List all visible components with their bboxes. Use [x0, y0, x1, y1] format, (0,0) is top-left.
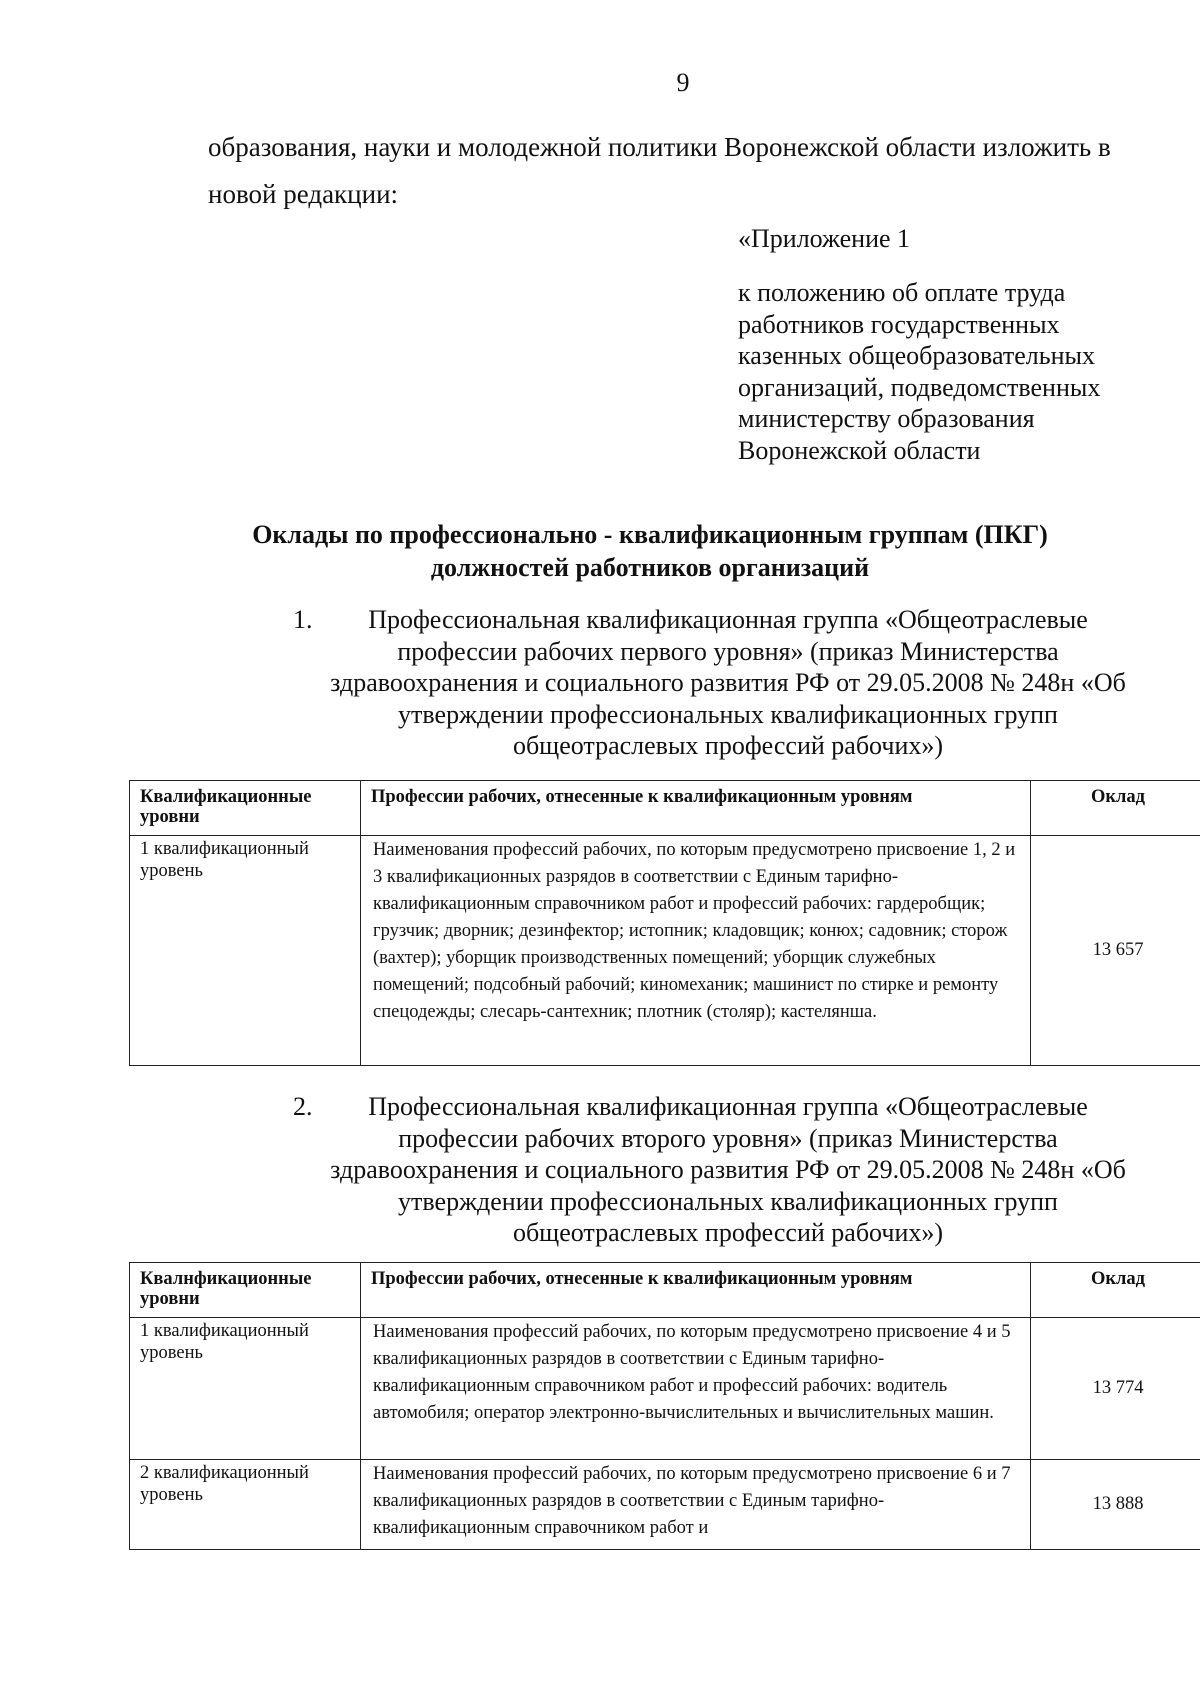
salary-cell: 13 888	[1031, 1460, 1200, 1550]
appendix-title: «Приложение 1	[738, 224, 911, 253]
salary-cell: 13 774	[1031, 1318, 1200, 1460]
header-levels: Квалнфикационные уровни	[130, 1263, 361, 1318]
appendix-subtitle: к положению об оплате труда работников государственных казенных общеобразовательных организаций, подведомственных министерству образования Воронежской области	[738, 278, 1101, 465]
group-1-title	[280, 604, 1140, 762]
table-row	[130, 1460, 1200, 1550]
heading-line-2: должностей работников организаций	[430, 553, 870, 582]
table-header-row	[130, 781, 1200, 836]
level-cell: 2 квалификационный уровень	[130, 1460, 361, 1550]
page-number: 9	[676, 68, 690, 97]
level-cell: 1 квалификационный уровень	[130, 836, 361, 1066]
description-cell: Наименования профессий рабочих, по которым предусмотрено присвоение 1, 2 и 3 квалификационных разрядов в соответствии с Единым тарифно-квалификационным справочником работ и профессий рабочих: гардеробщик; грузчик; дворник; дезинфектор; истопник; кладовщик; конюх; садовник; сторож (вахтер); уборщик производственных помещений; уборщик служебных помещений; подсобный рабочий; киномеханик; машинист по стирке и ремонту спецодежды; слесарь-сантехник; плотник (столяр); кастелянша.	[361, 836, 1031, 1066]
group-1-table	[129, 780, 1200, 1066]
description-cell: Наименования профессий рабочих, по которым предусмотрено присвоение 4 и 5 квалификационных разрядов в соответствии с Единым тарифно-квалификационным справочником работ и профессий рабочих: водитель автомобиля; оператор электронно-вычислительных и вычислительных машин.	[361, 1318, 1031, 1460]
document-heading	[150, 518, 1150, 584]
header-salary: Оклад	[1031, 781, 1200, 836]
header-levels: Квалификационные уровни	[130, 781, 361, 836]
intro-text: образования, науки и молодежной политики Воронежской области изложить в новой редакции:	[208, 132, 1111, 209]
table-row	[130, 836, 1200, 1066]
header-professions: Профессии рабочих, отнесенные к квалификационным уровням	[361, 1263, 1031, 1318]
group-2-table	[129, 1262, 1200, 1550]
header-salary: Оклад	[1031, 1263, 1200, 1318]
description-cell: Наименования профессий рабочих, по которым предусмотрено присвоение 6 и 7 квалификационных разрядов в соответствии с Единым тарифно-квалификационным справочником работ и	[361, 1460, 1031, 1550]
group-2-title	[280, 1091, 1140, 1249]
level-cell: 1 квалификационный уровень	[130, 1318, 361, 1460]
heading-line-1: Оклады по профессионально - квалификационным группам (ПКГ)	[252, 520, 1048, 549]
table-row	[130, 1318, 1200, 1460]
header-professions: Профессии рабочих, отнесенные к квалификационным уровням	[361, 781, 1031, 836]
group-1-number: 1.	[293, 605, 313, 634]
group-1-title-text: Профессиональная квалификационная группа «Общеотраслевые профессии рабочих первого уровня» (приказ Министерства здравоохранения и социального развития РФ от 29.05.2008 № 248н «Об утверждении профессиональных квалификационных групп общеотраслевых профессий рабочих»)	[330, 605, 1126, 760]
salary-cell: 13 657	[1031, 836, 1200, 1066]
group-2-number: 2.	[293, 1092, 313, 1121]
group-2-title-text: Профессиональная квалификационная группа «Общеотраслевые профессии рабочих второго уровня» (приказ Министерства здравоохранения и социального развития РФ от 29.05.2008 № 248н «Об утверждении профессиональных квалификационных групп общеотраслевых профессий рабочих»)	[330, 1092, 1126, 1247]
table-header-row	[130, 1263, 1200, 1318]
